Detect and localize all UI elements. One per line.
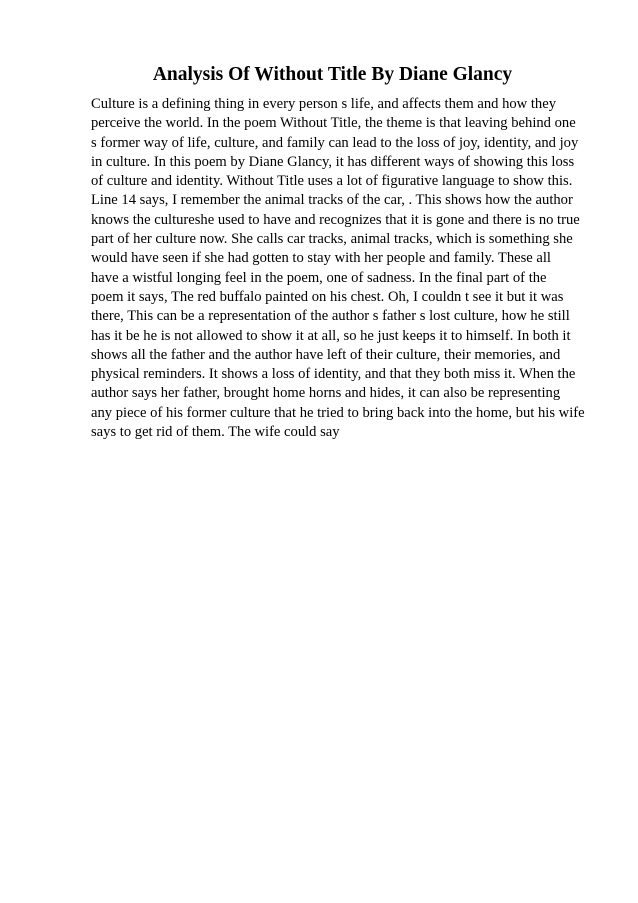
body-line: there, This can be a representation of the author s father s lost culture, how he still (91, 308, 570, 325)
body-line: physical reminders. It shows a loss of identity, and that they both miss it. When the (91, 366, 576, 383)
document-title: Analysis Of Without Title By Diane Glancy (152, 64, 513, 85)
body-line: Culture is a defining thing in every person s life, and affects them and how they (91, 96, 556, 112)
body-line: knows the cultureshe used to have and recognizes that it is gone and there is no true (91, 211, 580, 228)
body-line: of culture and identity. Without Title uses a lot of figurative language to show this. (91, 173, 573, 190)
body-line: part of her culture now. She calls car tracks, animal tracks, which is something she (91, 231, 573, 248)
body-line: any piece of his former culture that he tried to bring back into the home, but his wife (91, 404, 585, 421)
body-line: says to get rid of them. The wife could say (91, 424, 340, 441)
body-line: Line 14 says, I remember the animal tracks of the car, . This shows how the author (91, 192, 573, 209)
body-line: have a wistful longing feel in the poem, one of sadness. In the final part of the (91, 269, 547, 286)
document-body (91, 95, 588, 442)
body-line: has it be he is not allowed to show it at all, so he just keeps it to himself. In both it (91, 327, 571, 344)
body-line: author says her father, brought home horns and hides, it can also be representing (91, 385, 561, 402)
body-line: perceive the world. In the poem Without Title, the theme is that leaving behind one (91, 115, 576, 132)
body-line: s former way of life, culture, and family can lead to the loss of joy, identity, and joy (91, 134, 579, 151)
body-line: would have seen if she had gotten to stay with her people and family. These all (91, 250, 551, 267)
body-line: shows all the father and the author have left of their culture, their memories, and (91, 346, 561, 363)
body-line: poem it says, The red buffalo painted on his chest. Oh, I couldn t see it but it was (91, 288, 564, 305)
body-line: in culture. In this poem by Diane Glancy, it has different ways of showing this loss (91, 153, 575, 170)
